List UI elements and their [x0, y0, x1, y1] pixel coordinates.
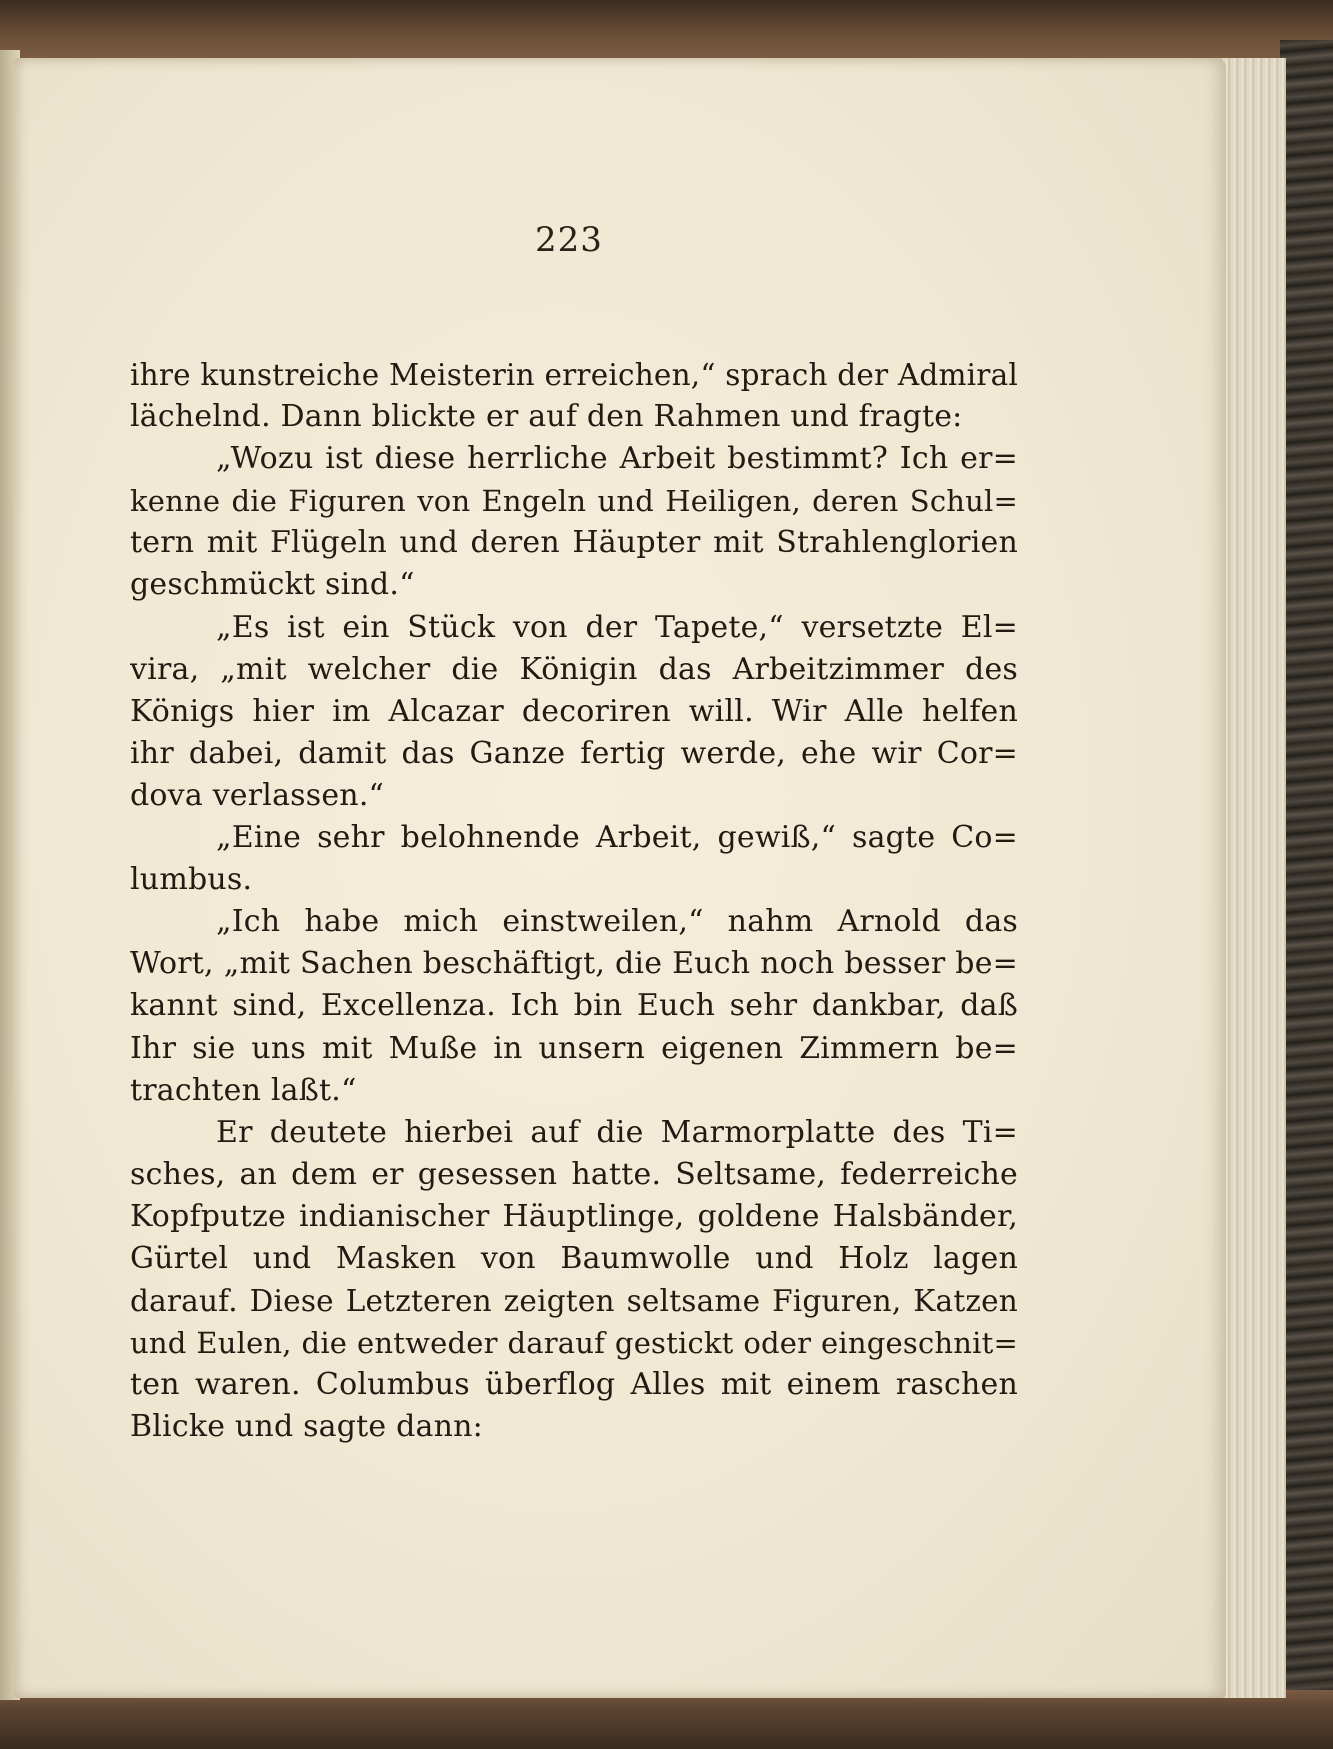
text-line: ihr dabei, damit das Ganze fertig werde, ehe wir Cor= — [130, 735, 1018, 771]
text-line: „Es ist ein Stück von der Tapete,“ versetzte El= — [216, 609, 1018, 645]
body-text — [130, 354, 1018, 1448]
book-cover-bottom-edge — [0, 1690, 1333, 1749]
text-line: dova verlassen.“ — [130, 777, 385, 813]
text-line: Königs hier im Alcazar decoriren will. Wir Alle helfen — [130, 693, 1018, 729]
text-line: sches, an dem er gesessen hatte. Seltsame, federreiche — [130, 1156, 1018, 1192]
text-line: Ihr sie uns mit Muße in unsern eigenen Zimmern be= — [130, 1030, 1018, 1066]
text-line: tern mit Flügeln und deren Häupter mit Strahlenglorien — [130, 525, 1018, 561]
book-page — [14, 58, 1226, 1698]
page-number: 223 — [535, 220, 603, 260]
text-line: lumbus. — [130, 862, 253, 898]
text-line: trachten laßt.“ — [130, 1072, 357, 1108]
text-line: darauf. Diese Letzteren zeigten seltsame Figuren, Katzen — [130, 1284, 1018, 1319]
book-cover-top-edge — [0, 0, 1333, 60]
text-line: „Eine sehr belohnende Arbeit, gewiß,“ sagte Co= — [216, 820, 1018, 856]
text-line: vira, „mit welcher die Königin das Arbeitzimmer des — [130, 651, 1018, 687]
text-line: Kopfputze indianischer Häuptlinge, goldene Halsbänder, — [130, 1198, 1018, 1234]
text-line: kenne die Figuren von Engeln und Heiligen, deren Schul= — [130, 484, 1018, 519]
text-line: geschmückt sind.“ — [130, 567, 415, 603]
text-line: Er deutete hierbei auf die Marmorplatte des Ti= — [216, 1114, 1018, 1150]
text-line: Gürtel und Masken von Baumwolle und Holz lagen — [130, 1240, 1018, 1276]
text-line: kannt sind, Excellenza. Ich bin Euch sehr dankbar, daß — [130, 988, 1018, 1024]
text-line: „Ich habe mich einstweilen,“ nahm Arnold das — [216, 904, 1018, 940]
book-cover-right-edge — [1280, 40, 1333, 1720]
text-line: ten waren. Columbus überflog Alles mit einem raschen — [130, 1367, 1018, 1403]
text-line: Wort, „mit Sachen beschäftigt, die Euch noch besser be= — [130, 946, 1018, 982]
text-line: Blicke und sagte dann: — [130, 1409, 483, 1445]
text-line: „Wozu ist diese herrliche Arbeit bestimmt? Ich er= — [216, 441, 1018, 477]
text-line: ihre kunstreiche Meisterin erreichen,“ sprach der Admiral — [130, 358, 1018, 392]
text-line: und Eulen, die entweder darauf gestickt oder eingeschnit= — [130, 1326, 1018, 1361]
text-line: lächelnd. Dann blickte er auf den Rahmen und fragte: — [130, 399, 963, 435]
